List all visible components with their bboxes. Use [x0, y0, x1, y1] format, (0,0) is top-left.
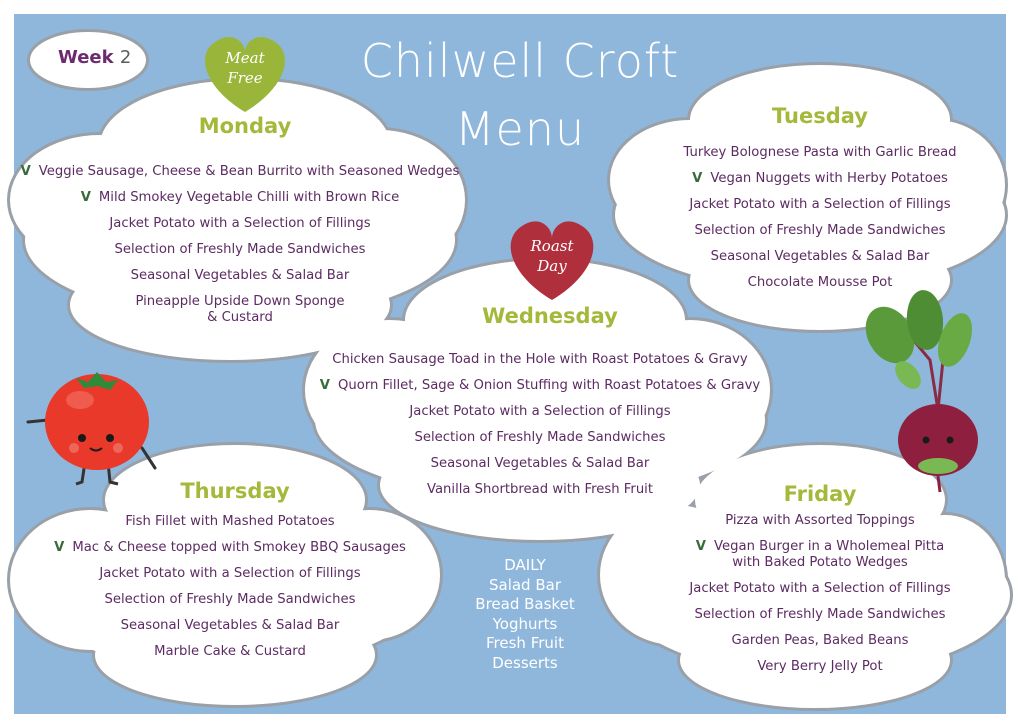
menu-item-text: Veggie Sausage, Cheese & Bean Burrito with Seasoned Wedges: [38, 164, 460, 179]
menu-item-text: Very Berry Jelly Pot: [757, 659, 883, 674]
menu-item-text: Garden Peas, Baked Beans: [731, 633, 909, 648]
menu-item: [20, 190, 460, 206]
menu-item-text: Seasonal Vegetables & Salad Bar: [430, 456, 650, 471]
menu-item: [315, 430, 765, 446]
menu-item-text: Seasonal Vegetables & Salad Bar: [710, 249, 930, 264]
menu-item: [640, 581, 1000, 597]
menu-item-text: Seasonal Vegetables & Salad Bar: [130, 268, 350, 283]
daily-item: Desserts: [492, 653, 558, 672]
menu-item: [640, 145, 1000, 161]
menu-item: [30, 592, 430, 608]
menu-item-text: Pineapple Upside Down Sponge: [135, 294, 345, 309]
menu-item-text: Jacket Potato with a Selection of Fillings: [409, 404, 671, 419]
menu-item: [20, 164, 460, 180]
menu-item-text: Mild Smokey Vegetable Chilli with Brown Rice: [98, 190, 400, 205]
menu-item-text: Jacket Potato with a Selection of Fillings: [109, 216, 371, 231]
menu-item-text: Jacket Potato with a Selection of Fillings: [689, 581, 951, 596]
menu-item: [20, 216, 460, 232]
menu-item: [640, 607, 1000, 623]
menu-item: [315, 456, 765, 472]
menu-item-text: Mac & Cheese topped with Smokey BBQ Sausages: [72, 540, 406, 555]
menu-item: [640, 633, 1000, 649]
menu-item: [315, 352, 765, 368]
menu-item: [30, 644, 430, 660]
day-heading-wednesday: Wednesday: [482, 304, 618, 328]
daily-section: [455, 556, 595, 673]
daily-items: [455, 576, 595, 674]
menu-item-text: & Custard: [207, 310, 273, 325]
menu-item: [315, 482, 765, 498]
menu-item-text: Selection of Freshly Made Sandwiches: [114, 242, 366, 257]
week-label: [58, 47, 131, 68]
daily-item: Fresh Fruit: [486, 634, 564, 652]
menu-item-text: Seasonal Vegetables & Salad Bar: [120, 618, 340, 633]
menu-item: [315, 404, 765, 420]
menu-item-text: Vegan Burger in a Wholemeal Pitta: [714, 539, 945, 554]
menu-list-tuesday: [640, 145, 1000, 301]
menu-list-monday: [20, 164, 460, 336]
menu-item: [20, 294, 460, 310]
menu-item-text: Jacket Potato with a Selection of Fillings: [689, 197, 951, 212]
menu-item: [640, 249, 1000, 265]
menu-item: [640, 555, 1000, 571]
day-heading-monday: Monday: [198, 114, 292, 138]
day-heading-tuesday: Tuesday: [772, 104, 868, 128]
page-title: Chilwell Croft: [360, 34, 680, 88]
menu-item-text: Jacket Potato with a Selection of Fillings: [99, 566, 361, 581]
menu-list-wednesday: [315, 352, 765, 508]
menu-item: [20, 310, 460, 326]
meat-free-badge: [215, 48, 275, 88]
menu-item: [20, 268, 460, 284]
menu-item-text: Fish Fillet with Mashed Potatoes: [125, 514, 335, 529]
menu-item-text: Selection of Freshly Made Sandwiches: [414, 430, 666, 445]
menu-item-text: Selection of Freshly Made Sandwiches: [694, 607, 946, 622]
day-heading-friday: Friday: [783, 482, 857, 506]
vegetarian-marker: V: [695, 539, 707, 554]
vegetarian-marker: V: [692, 171, 703, 186]
menu-item-text: Selection of Freshly Made Sandwiches: [694, 223, 946, 238]
daily-item: Yoghurts: [492, 614, 558, 633]
menu-item: [30, 566, 430, 582]
week-number: 2: [119, 47, 132, 68]
menu-item-text: Vanilla Shortbread with Fresh Fruit: [426, 482, 654, 497]
meat-free-line2: Free: [227, 69, 263, 87]
menu-item: [20, 242, 460, 258]
menu-item: [640, 275, 1000, 291]
page-subtitle: Menu: [454, 102, 586, 156]
menu-item-text: Chicken Sausage Toad in the Hole with Roast Potatoes & Gravy: [332, 352, 748, 367]
menu-item: [30, 618, 430, 634]
day-heading-thursday: Thursday: [180, 479, 290, 503]
vegetarian-marker: V: [54, 540, 65, 555]
menu-item-text: Pizza with Assorted Toppings: [725, 513, 915, 528]
menu-item-text: Selection of Freshly Made Sandwiches: [104, 592, 356, 607]
menu-item: [30, 514, 430, 530]
menu-item: [640, 659, 1000, 675]
roast-day-line1: Roast: [530, 237, 574, 255]
menu-item-text: Marble Cake & Custard: [154, 644, 306, 659]
menu-item-text: Quorn Fillet, Sage & Onion Stuffing with Roast Potatoes & Gravy: [338, 378, 761, 393]
menu-item-text: Chocolate Mousse Pot: [747, 275, 893, 290]
menu-list-friday: [640, 513, 1000, 685]
daily-heading: DAILY: [504, 556, 546, 574]
roast-day-badge: [522, 236, 582, 276]
menu-item: [640, 171, 1000, 187]
menu-item: [640, 539, 1000, 555]
menu-item-text: with Baked Potato Wedges: [732, 555, 908, 570]
menu-item: [640, 197, 1000, 213]
vegetarian-marker: V: [20, 164, 31, 179]
vegetarian-marker: V: [80, 190, 91, 205]
menu-item-text: Vegan Nuggets with Herby Potatoes: [710, 171, 948, 186]
week-word: Week: [58, 47, 114, 68]
menu-item: [315, 378, 765, 394]
menu-item-text: Turkey Bolognese Pasta with Garlic Bread: [683, 145, 957, 160]
menu-item: [640, 223, 1000, 239]
menu-item: [640, 513, 1000, 529]
menu-list-thursday: [30, 514, 430, 670]
daily-item: Bread Basket: [475, 595, 575, 613]
daily-item: Salad Bar: [488, 575, 561, 594]
vegetarian-marker: V: [319, 378, 331, 393]
menu-item: [30, 540, 430, 556]
meat-free-line1: Meat: [225, 49, 265, 67]
roast-day-line2: Day: [537, 257, 567, 275]
